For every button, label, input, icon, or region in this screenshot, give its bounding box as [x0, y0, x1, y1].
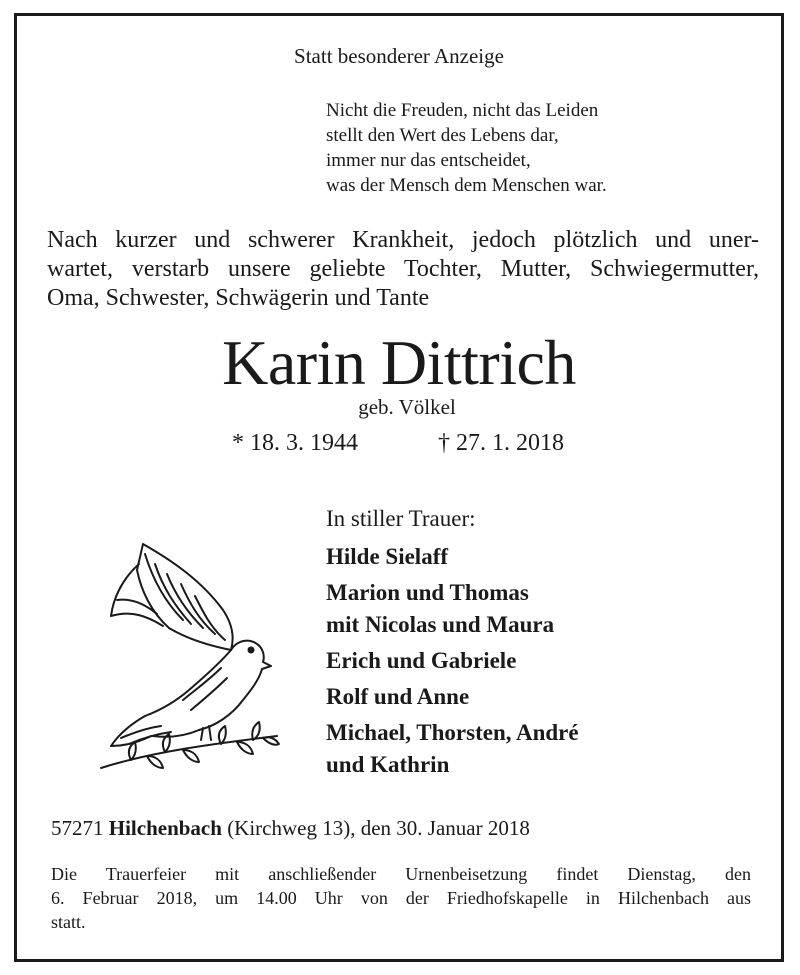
notice-header: Statt besonderer Anzeige	[294, 44, 504, 68]
poem	[326, 98, 607, 198]
address-and-date: (Kirchweg 13), den 30. Januar 2018	[227, 816, 530, 840]
place-and-date	[51, 816, 530, 841]
obituary-notice	[14, 13, 784, 962]
funeral-line: statt.	[51, 912, 86, 932]
mourner-group	[326, 577, 579, 641]
mourner-group	[326, 681, 579, 713]
mourners-list	[326, 541, 579, 785]
poem-line: Nicht die Freuden, nicht das Leiden	[326, 100, 599, 121]
intro-line: wartet, verstarb unsere geliebte Tochter, Mutter, Schwiegermutter,	[47, 256, 759, 282]
dove-with-olive-branch-icon	[91, 540, 281, 772]
mourner-name: und Kathrin	[326, 752, 450, 777]
maiden-name: geb. Völkel	[358, 395, 456, 419]
intro-line: Nach kurzer und schwerer Krankheit, jedoch plötzlich und uner-	[47, 227, 759, 253]
poem-line: was der Mensch dem Menschen war.	[326, 175, 607, 196]
mourner-name: Erich und Gabriele	[326, 648, 517, 673]
mourner-name: Hilde Sielaff	[326, 544, 449, 569]
mourner-group	[326, 645, 579, 677]
town: Hilchenbach	[108, 816, 222, 840]
intro-text	[47, 226, 759, 313]
death-date: † 27. 1. 2018	[438, 430, 564, 456]
postcode: 57271	[51, 816, 104, 840]
deceased-name: Karin Dittrich	[222, 327, 576, 398]
mourner-name: mit Nicolas und Maura	[326, 612, 555, 637]
mourner-group	[326, 541, 579, 573]
poem-line: immer nur das entscheidet,	[326, 150, 531, 171]
funeral-info	[51, 862, 751, 934]
mourner-name: Rolf und Anne	[326, 684, 470, 709]
birth-date: * 18. 3. 1944	[232, 430, 358, 456]
poem-line: stellt den Wert des Lebens dar,	[326, 125, 559, 146]
mourner-name: Michael, Thorsten, André	[326, 720, 579, 745]
mourner-group	[326, 717, 579, 781]
mourner-name: Marion und Thomas	[326, 580, 529, 605]
funeral-line: 6. Februar 2018, um 14.00 Uhr von der Friedhofskapelle in Hilchenbach aus	[51, 888, 751, 908]
funeral-line: Die Trauerfeier mit anschließender Urnenbeisetzung findet Dienstag, den	[51, 864, 751, 884]
mourning-label: In stiller Trauer:	[326, 506, 476, 531]
intro-line: Oma, Schwester, Schwägerin und Tante	[47, 285, 430, 311]
